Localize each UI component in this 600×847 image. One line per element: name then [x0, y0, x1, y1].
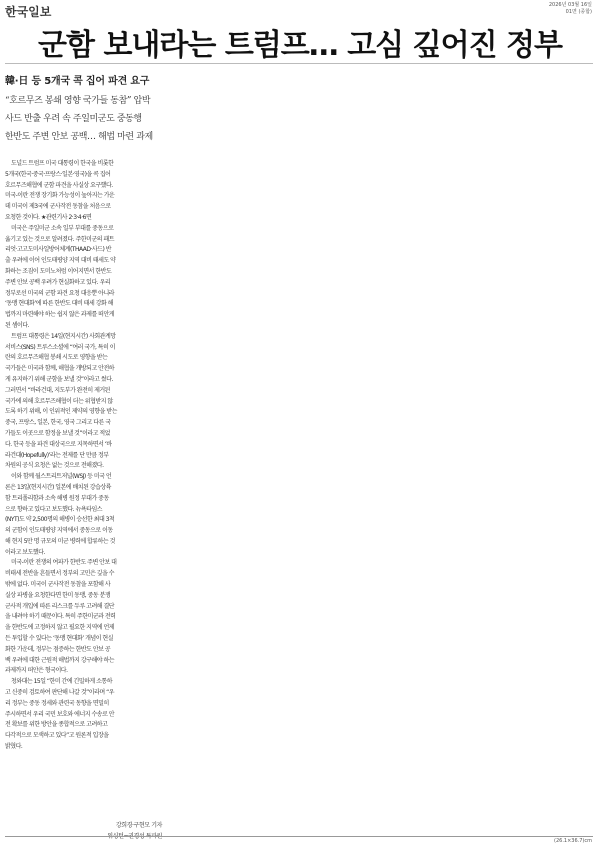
headline-divider — [5, 63, 593, 64]
article-line: 국가에 의해 호르무즈해협이 더는 위협받지 않 — [5, 397, 113, 405]
publish-date: 2026년 03월 16일 — [548, 2, 592, 8]
article-line: 의 군함이 인도태평양 지역에서 중동으로 이동 — [5, 527, 113, 535]
article-line: 데 미국이 제3국에 군사작전 동참을 처음으로 — [5, 203, 111, 211]
article-line: 트럼프 대통령은 14일(현지시간) 사회관계망 — [11, 332, 116, 340]
article-line: 중국, 프랑스, 일본, 한국, 영국 그리고 다른 국 — [5, 419, 111, 427]
article-line: 론은 13일(현지시간) 일본에 배치된 강습상륙 — [5, 483, 111, 491]
article-line: 가들도 이곳으로 함정을 보낼 것”이라고 적었 — [5, 429, 110, 437]
article-paragraph — [5, 332, 162, 472]
article-line: 리엇·고고도미사일방어체계(THAAD·사드) 반 — [5, 246, 112, 254]
article-line: 화하는 조짐이 도미노처럼 이어지면서 한반도 — [5, 267, 112, 275]
article-line: 을 한반도에 고정하지 않고 필요한 지역에 언제 — [5, 624, 115, 632]
subheadline-line: 한반도 주변 안보 공백… 해법 마련 과제 — [5, 132, 153, 142]
article-paragraph — [5, 677, 162, 753]
article-paragraph — [5, 159, 162, 224]
article-line: 게 유지하기 위해 군함을 보낼 것”이라고 썼다. — [5, 375, 113, 383]
article-line: 미국은 주일미군 소속 일부 부대를 중동으로 — [11, 224, 114, 232]
article-line: 청와대는 15일 “한미 간에 긴밀하게 소통하 — [11, 678, 113, 686]
subheadline-line: 사드 반출 우려 속 주일미군도 중동행 — [5, 114, 142, 124]
article-line: 과제까지 떠안은 형국이다. — [5, 667, 68, 675]
article-paragraph — [5, 472, 162, 558]
article-line: ‘동맹 현대화’에 따른 한반도 대비 태세 강화 해 — [5, 300, 113, 308]
article-line: 전 확보를 위한 방안을 종합적으로 고려하고 — [5, 721, 108, 729]
article-line: 군사적 개입에 따른 리스크를 두루 고려해 결단 — [5, 602, 115, 610]
article-line: 이라고 보도했다. — [5, 548, 45, 556]
page-section: 01면 (종합) — [565, 9, 592, 15]
subheadline-secondary — [5, 92, 185, 146]
article-line: 밖에 없다. 미국이 군사작전 동참을 포함해 사 — [5, 581, 111, 589]
article-line: 도록 하기 위해, 이 인위적인 제약의 영향을 받는 — [5, 408, 117, 416]
article-line: 다. 한국 등을 파견 대상국으로 지목하면서 ‘바 — [5, 440, 112, 448]
article-line: 호르무즈해협에 군함 파견을 사실상 요구했다. — [5, 181, 113, 189]
page-bottom-rule — [5, 836, 593, 837]
article-line: 으로 향하고 있다고 보도했다. 뉴욕타임스 — [5, 505, 103, 513]
article-paragraph — [5, 558, 162, 677]
article-line: 이와 함께 월스트리트저널(WSJ) 등 미국 언 — [11, 473, 112, 481]
article-line: 미국-이란 전쟁 장기화 가능성이 높아지는 가운 — [5, 192, 115, 200]
article-line: 고 신중히 검토하여 판단해 나갈 것”이라며 “우 — [5, 689, 114, 697]
article-line: 백 우려에 대한 근원적 해법까지 강구해야 하는 — [5, 656, 115, 664]
article-line: 서비스(SNS) 트루스소셜에 “여러 국가, 특히 이 — [5, 343, 116, 351]
article-line: 주시하면서 우리 국민 보호와 에너지 수송로 안 — [5, 710, 115, 718]
article-line: 라건대(Hopefully)’라는 전제를 단 만큼 정부 — [5, 451, 109, 459]
article-line: 주변 안보 공백 우려가 현실화하고 있다. 우리 — [5, 278, 111, 286]
clipping-size-note: (26.1×36.7)cm — [554, 838, 592, 844]
masthead-logo: 한국일보 — [5, 5, 52, 19]
article-line: 란의 호르무즈해협 봉쇄 시도로 영향을 받는 — [5, 354, 108, 362]
article-line: 법까지 마련해야 하는 쉽지 않은 과제를 떠안게 — [5, 311, 115, 319]
article-line: 화한 가운데, 정부는 점증하는 한반도 안보 공 — [5, 645, 111, 653]
article-line: 밝혔다. — [5, 743, 23, 751]
byline-correspondent: 워싱턴=권경성 특파원 — [107, 832, 162, 840]
article-line: 정부로선 미국의 군함 파견 요청 대응뿐 아니라 — [5, 289, 115, 297]
article-line: 5개국(한국·중국·프랑스·일본·영국)을 콕 집어 — [5, 170, 111, 178]
byline — [5, 821, 162, 843]
article-line: 든 투입할 수 있다는 ‘동맹 현대화’ 개념이 현실 — [5, 635, 113, 643]
article-line: (NYT)도 약 2,500명의 해병이 승선한 최대 3척 — [5, 516, 115, 524]
article-line: 해 현지 5만 명 규모의 미군 병력에 합류하는 것 — [5, 537, 115, 545]
article-line: 그러면서 “바라건대, 지도부가 완전히 제거된 — [5, 386, 110, 394]
article-line: 국가들은 미국과 함께, 해협을 개방되고 안전하 — [5, 365, 115, 373]
subheadline-line: “호르무즈 봉쇄 영향 국가들 동참” 압박 — [5, 96, 151, 106]
article-line: 비태세 전반을 흔들면서 정부의 고민은 깊을 수 — [5, 570, 115, 578]
article-line: 된 셈이다. — [5, 321, 29, 329]
article-line: 리 정부는 중동 정세와 관련국 동향을 면밀히 — [5, 699, 109, 707]
article-line: 차원의 공식 요청은 없는 것으로 전해졌다. — [5, 462, 104, 470]
article-line: 요청한 것이다. ★관련기사 2·3·4·6면 — [5, 213, 92, 221]
article-line: 함 트리폴리함과 소속 해병 원정 부대가 중동 — [5, 494, 109, 502]
article-body — [5, 159, 162, 753]
article-paragraph — [5, 224, 162, 332]
headline: 군함 보내라는 트럼프… 고심 깊어진 정부 — [38, 28, 562, 63]
article-line: 출 우려에 이어 인도태평양 지역 대비 태세도 약 — [5, 257, 116, 265]
article-line: 옮기고 있는 것으로 알려졌다. 주한미군의 패트 — [5, 235, 115, 243]
article-line: 실상 파병을 요청한다면 한미 동맹, 중동 분쟁 — [5, 591, 111, 599]
article-line: 미국-이란 전쟁의 여파가 한반도 주변 안보 대 — [11, 559, 117, 567]
article-line: 을 내려야 하기 때문이다. 특히 주한미군과 전력 — [5, 613, 116, 621]
article-line: 다각적으로 모색하고 있다”고 원론적 입장을 — [5, 732, 109, 740]
subheadline-primary: 韓·日 등 5개국 콕 집어 파견 요구 — [5, 76, 150, 87]
byline-reporters: 강희경·구현모 기자 — [115, 822, 162, 829]
article-line: 도널드 트럼프 미국 대통령이 한국을 비롯한 — [11, 160, 114, 167]
dateline — [549, 2, 592, 16]
